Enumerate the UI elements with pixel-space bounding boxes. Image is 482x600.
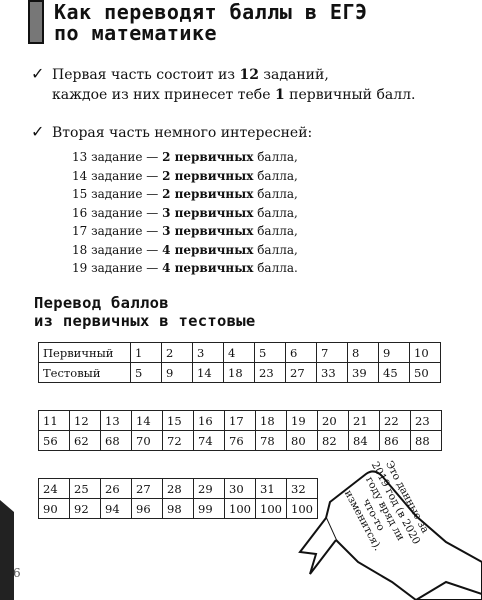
- task-score-item: 15 задание — 2 первичных балла,: [72, 187, 298, 201]
- note-text: Это данные за 2019 год (в 2020 году вряд ли что-то изменится).: [341, 458, 432, 553]
- subtitle-line-2: из первичных в тестовые: [34, 312, 256, 330]
- table-cell: 15: [163, 411, 194, 431]
- table-cell: 18: [224, 363, 255, 383]
- table-cell: 28: [163, 479, 194, 499]
- table-cell: 8: [348, 343, 379, 363]
- row-label-test: Тестовый: [39, 363, 131, 383]
- table-cell: 16: [194, 411, 225, 431]
- table-cell: 70: [132, 431, 163, 451]
- checkmark-icon-2: ✓: [31, 122, 45, 141]
- table-cell: 6: [286, 343, 317, 363]
- page-number: 6: [13, 566, 21, 580]
- table-cell: 17: [225, 411, 256, 431]
- table-cell: 11: [39, 411, 70, 431]
- table-cell: 5: [131, 363, 162, 383]
- conversion-table-3: [38, 478, 318, 519]
- row-label-primary: Первичный: [39, 343, 131, 363]
- task-score-item: 14 задание — 2 первичных балла,: [72, 168, 298, 183]
- table-row: [39, 479, 318, 499]
- table-row: [39, 499, 318, 519]
- table-cell: 18: [256, 411, 287, 431]
- table-cell: 21: [349, 411, 380, 431]
- table-row: [39, 343, 441, 363]
- table-cell: 32: [287, 479, 318, 499]
- table-cell: 94: [101, 499, 132, 519]
- table-cell: 13: [101, 411, 132, 431]
- table-row: [39, 431, 442, 451]
- part1-count: 12: [239, 67, 259, 83]
- table-cell: 98: [163, 499, 194, 519]
- task-score-item: 17 задание — 3 первичных балла,: [72, 224, 298, 238]
- title-line-2: по математике: [54, 21, 218, 45]
- table-cell: 25: [70, 479, 101, 499]
- table-cell: 22: [380, 411, 411, 431]
- table-cell: 2: [162, 343, 193, 363]
- table-cell: 10: [410, 343, 441, 363]
- table-cell: 1: [131, 343, 162, 363]
- title-accent-bar: [28, 0, 44, 44]
- table-cell: 12: [70, 411, 101, 431]
- table-cell: 20: [318, 411, 349, 431]
- title-line-1: Как переводят баллы в ЕГЭ: [54, 0, 368, 24]
- section-subtitle: [34, 294, 256, 330]
- table-cell: 50: [410, 363, 441, 383]
- table-cell: 31: [256, 479, 287, 499]
- table-cell: 39: [348, 363, 379, 383]
- table-cell: 23: [255, 363, 286, 383]
- table-cell: 100: [256, 499, 287, 519]
- table-cell: 84: [349, 431, 380, 451]
- part2-paragraph: Вторая часть немного интересней:: [52, 125, 313, 141]
- table-cell: 100: [287, 499, 318, 519]
- table-cell: 33: [317, 363, 348, 383]
- table-cell: 14: [132, 411, 163, 431]
- table-cell: 3: [193, 343, 224, 363]
- table-cell: 26: [101, 479, 132, 499]
- page-title: [54, 2, 368, 44]
- table-cell: 86: [380, 431, 411, 451]
- task-score-item: 13 задание — 2 первичных балла,: [72, 150, 298, 164]
- table-cell: 23: [411, 411, 442, 431]
- part1-paragraph: Первая часть состоит из 12 заданий, каждое из них принесет тебе 1 первичный балл.: [52, 67, 416, 103]
- table-cell: 27: [286, 363, 317, 383]
- checkmark-icon: ✓: [31, 64, 45, 83]
- conversion-table-2: [38, 410, 442, 451]
- table-cell: 76: [225, 431, 256, 451]
- table-cell: 90: [39, 499, 70, 519]
- table-cell: 24: [39, 479, 70, 499]
- table-cell: 27: [132, 479, 163, 499]
- page-corner-decoration: [0, 500, 14, 600]
- table-cell: 78: [256, 431, 287, 451]
- task-score-item: 19 задание — 4 первичных балла.: [72, 261, 298, 275]
- table-cell: 68: [101, 431, 132, 451]
- table-cell: 100: [225, 499, 256, 519]
- table-row: [39, 411, 442, 431]
- table-cell: 7: [317, 343, 348, 363]
- table-cell: 82: [318, 431, 349, 451]
- table-cell: 62: [70, 431, 101, 451]
- table-row: [39, 363, 441, 383]
- subtitle-line-1: Перевод баллов: [34, 294, 169, 312]
- table-cell: 19: [287, 411, 318, 431]
- table-cell: 5: [255, 343, 286, 363]
- conversion-table-1: [38, 342, 441, 383]
- table-cell: 9: [162, 363, 193, 383]
- table-cell: 88: [411, 431, 442, 451]
- task-score-item: 18 задание — 4 первичных балла,: [72, 242, 298, 257]
- table-cell: 56: [39, 431, 70, 451]
- table-cell: 80: [287, 431, 318, 451]
- table-cell: 96: [132, 499, 163, 519]
- task-scores-list: [72, 148, 298, 278]
- table-cell: 29: [194, 479, 225, 499]
- table-cell: 74: [194, 431, 225, 451]
- table-cell: 9: [379, 343, 410, 363]
- table-cell: 99: [194, 499, 225, 519]
- task-score-item: 16 задание — 3 первичных балла,: [72, 205, 298, 220]
- table-cell: 14: [193, 363, 224, 383]
- table-cell: 92: [70, 499, 101, 519]
- part1-points: 1: [274, 87, 285, 103]
- table-cell: 30: [225, 479, 256, 499]
- table-cell: 72: [163, 431, 194, 451]
- table-cell: 4: [224, 343, 255, 363]
- table-cell: 45: [379, 363, 410, 383]
